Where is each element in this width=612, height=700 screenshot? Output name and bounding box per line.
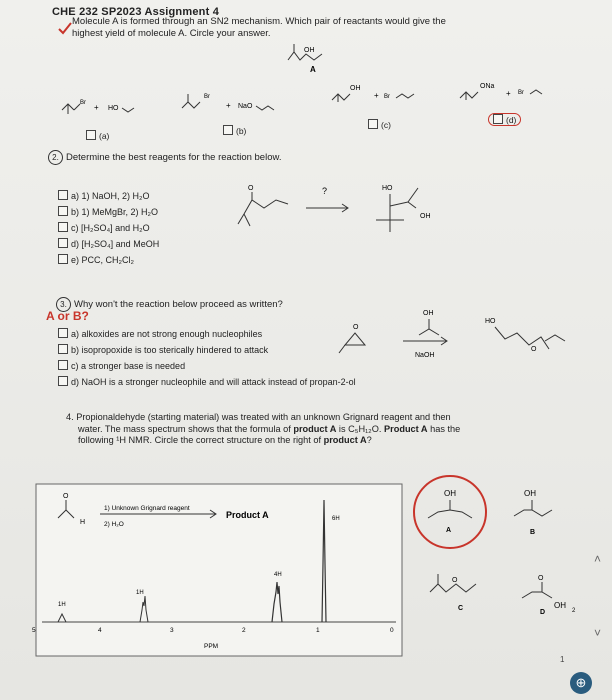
svg-text:?: ?	[322, 186, 328, 196]
svg-text:+: +	[374, 91, 379, 100]
svg-text:4H: 4H	[274, 572, 282, 578]
svg-text:NaOH: NaOH	[415, 352, 435, 359]
q3-options	[58, 326, 356, 390]
svg-text:1H: 1H	[58, 602, 66, 608]
svg-text:3: 3	[170, 627, 174, 634]
q1-prompt: Molecule A is formed through an SN2 mechanism. Which pair of reactants would give the highest yield of molecule A. Circle your answer.	[72, 16, 446, 39]
svg-text:OH: OH	[304, 47, 315, 54]
q2-prompt: 2. Determine the best reagents for the reaction below.	[48, 150, 281, 165]
q1-option-d-reactants	[458, 78, 558, 108]
checkbox[interactable]	[58, 206, 68, 216]
q1-option-d[interactable]: (d)	[488, 113, 521, 126]
handwritten-note: A or B?	[46, 309, 89, 323]
checkbox[interactable]	[58, 190, 68, 200]
svg-text:D: D	[540, 609, 546, 616]
checkbox-a[interactable]	[86, 130, 96, 140]
svg-text:HO: HO	[485, 318, 496, 325]
q1-option-c[interactable]: (c)	[368, 119, 391, 130]
svg-text:O: O	[63, 493, 69, 500]
checkbox[interactable]	[58, 360, 68, 370]
checkbox[interactable]	[58, 254, 68, 264]
q2-option-d[interactable]: d) [H₂SO₄] and MeOH	[58, 236, 159, 252]
svg-text:NaO: NaO	[238, 103, 253, 110]
svg-text:2: 2	[242, 627, 246, 634]
svg-text:Br: Br	[80, 100, 86, 106]
q1-option-b[interactable]: (b)	[223, 125, 246, 136]
svg-text:OH: OH	[554, 601, 566, 610]
q2-option-e[interactable]: e) PCC, CH₂Cl₂	[58, 252, 159, 268]
nmr-spectrum	[32, 484, 402, 656]
svg-text:Br: Br	[204, 94, 210, 100]
svg-text:OH: OH	[350, 85, 361, 92]
svg-text:1) Unknown Grignard reagent: 1) Unknown Grignard reagent	[104, 505, 190, 512]
nav-up-icon[interactable]: ˄	[594, 552, 602, 566]
svg-text:O: O	[353, 324, 359, 331]
svg-text:OH: OH	[524, 489, 536, 498]
svg-text:5: 5	[32, 627, 36, 634]
svg-text:HO: HO	[382, 185, 393, 192]
q1-option-b-reactants	[180, 86, 290, 116]
zoom-icon[interactable]: ⊕	[570, 672, 592, 694]
svg-text:2) H₂O: 2) H₂O	[104, 521, 124, 528]
svg-text:A: A	[446, 527, 452, 534]
molecule-a-structure	[280, 40, 340, 80]
checkbox-b[interactable]	[223, 125, 233, 135]
svg-text:B: B	[530, 529, 536, 536]
svg-text:A: A	[310, 65, 316, 74]
structure-b[interactable]	[500, 480, 570, 540]
structure-d[interactable]	[508, 568, 588, 620]
svg-text:O: O	[531, 346, 537, 353]
q3-option-d[interactable]: d) NaOH is a stronger nucleophile and will attack instead of propan-2-ol	[58, 374, 356, 390]
q3-option-c[interactable]: c) a stronger base is needed	[58, 358, 356, 374]
svg-text:O: O	[248, 185, 254, 192]
checkbox-c[interactable]	[368, 119, 378, 129]
q4-prompt: 4. Propionaldehyde (starting material) was treated with an unknown Grignard reagent and then water. The mass spectrum shows that the formula of product A is C₅H₁₂O. Product A has the following ¹H NMR. Circle the correct structure on the right of product A?	[66, 412, 461, 445]
q1-option-c-reactants	[330, 80, 440, 110]
svg-text:0: 0	[390, 627, 394, 634]
assignment-title: CHE 232 SP2023 Assignment 4	[52, 6, 220, 18]
svg-text:C: C	[458, 605, 464, 612]
nav-down-icon[interactable]: ˅	[594, 626, 602, 640]
svg-text:6H: 6H	[332, 516, 340, 522]
q2-option-b[interactable]: b) 1) MeMgBr, 2) H₂O	[58, 204, 159, 220]
svg-text:PPM: PPM	[204, 643, 219, 650]
svg-text:+: +	[226, 101, 231, 110]
q2-option-a[interactable]: a) 1) NaOH, 2) H₂O	[58, 188, 159, 204]
svg-text:Br: Br	[384, 94, 390, 100]
q3-option-b[interactable]: b) isopropoxide is too sterically hindered to attack	[58, 342, 356, 358]
svg-text:OH: OH	[423, 310, 434, 317]
checkbox[interactable]	[58, 344, 68, 354]
structure-a[interactable]	[410, 472, 490, 552]
q2-reaction-scheme	[230, 180, 460, 240]
checkbox-d[interactable]	[493, 114, 503, 124]
structure-c[interactable]	[424, 570, 494, 620]
q3-option-a[interactable]: a) alkoxides are not strong enough nucleophiles	[58, 326, 356, 342]
checkbox[interactable]	[58, 238, 68, 248]
svg-text:Br: Br	[518, 90, 524, 96]
red-check-icon	[58, 22, 72, 36]
q2-option-c[interactable]: c) [H₂SO₄] and H₂O	[58, 220, 159, 236]
q3-prompt: 3. Why won't the reaction below proceed as written?	[56, 297, 283, 312]
q1-option-a[interactable]: (a)	[86, 130, 109, 141]
svg-text:O: O	[538, 575, 544, 582]
svg-text:HO: HO	[108, 105, 119, 112]
svg-text:O: O	[452, 577, 458, 584]
checkbox[interactable]	[58, 328, 68, 338]
svg-text:+: +	[94, 103, 99, 112]
svg-text:1H: 1H	[136, 590, 144, 596]
q1-option-a-reactants	[60, 92, 155, 122]
svg-text:OH: OH	[444, 489, 456, 498]
svg-text:ONa: ONa	[480, 83, 495, 90]
svg-text:Product A: Product A	[226, 510, 269, 520]
page-number: 1	[560, 655, 565, 664]
checkbox[interactable]	[58, 376, 68, 386]
svg-text:1: 1	[316, 627, 320, 634]
q2-options	[58, 188, 159, 268]
checkbox[interactable]	[58, 222, 68, 232]
svg-text:H: H	[80, 519, 86, 526]
svg-text:OH: OH	[420, 213, 431, 220]
q3-reaction-scheme	[335, 305, 575, 365]
svg-text:2: 2	[572, 608, 576, 614]
svg-text:4: 4	[98, 627, 102, 634]
svg-text:+: +	[506, 89, 511, 98]
